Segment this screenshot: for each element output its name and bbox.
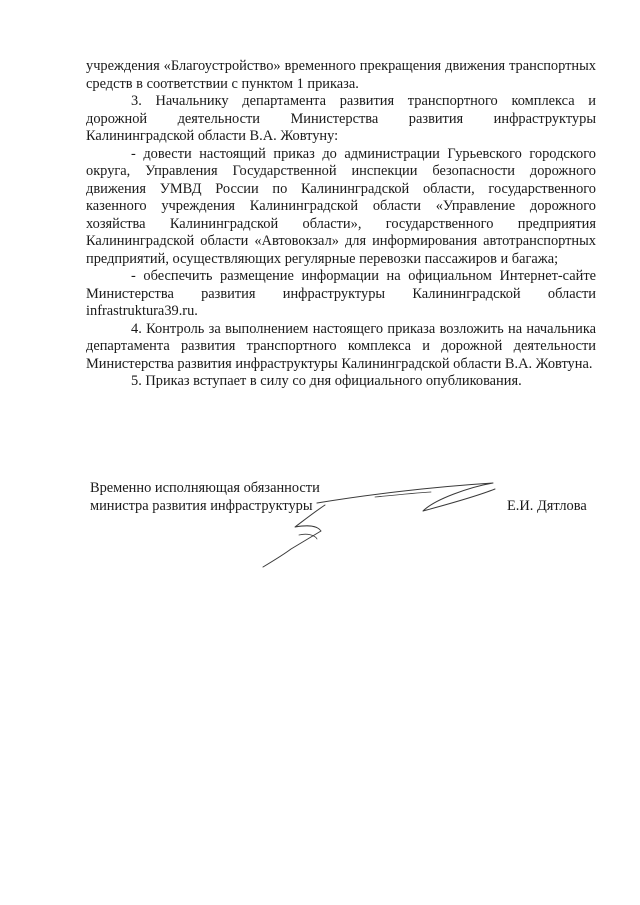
signatory-name: Е.И. Дятлова <box>507 497 587 514</box>
paragraph-item-5: 5. Приказ вступает в силу со дня официального опубликования. <box>131 373 522 389</box>
document-body <box>86 58 596 391</box>
paragraph-continuation: учреждения «Благоустройство» временного прекращения движения транспортных средств в соответствии с пунктом 1 приказа. <box>86 58 596 92</box>
paragraph-item-4: 4. Контроль за выполнением настоящего приказа возложить на начальника департамента развития транспортного комплекса и дорожной деятельности Министерства развития инфраструктуры Калининградской области В.А. Жовтуна. <box>86 320 596 372</box>
paragraph-item-3-bullet-1: - довести настоящий приказ до администрации Гурьевского городского округа, Управления Государственной инспекции безопасности дорожного движения УМВД России по Калининградской области, государственного казенного учреждения Калининградской области «Управление дорожного хозяйства Калининградской области», государственного предприятия Калининградской области «Автовокзал» для информирования автотранспортных предприятий, осуществляющих регулярные перевозки пассажиров и багажа; <box>86 145 596 267</box>
paragraph-item-3-bullet-2: - обеспечить размещение информации на официальном Интернет-сайте Министерства развития инфраструктуры Калининградской области infrastruktura39.ru. <box>86 268 596 319</box>
signatory-position-line-2: министра развития инфраструктуры <box>90 497 313 514</box>
paragraph-item-3: 3. Начальнику департамента развития транспортного комплекса и дорожной деятельности Министерства развития инфраструктуры Калининградской области В.А. Жовтуну: <box>86 93 596 144</box>
signatory-position-line-1: Временно исполняющая обязанности <box>90 480 320 496</box>
handwritten-signature <box>255 465 505 575</box>
